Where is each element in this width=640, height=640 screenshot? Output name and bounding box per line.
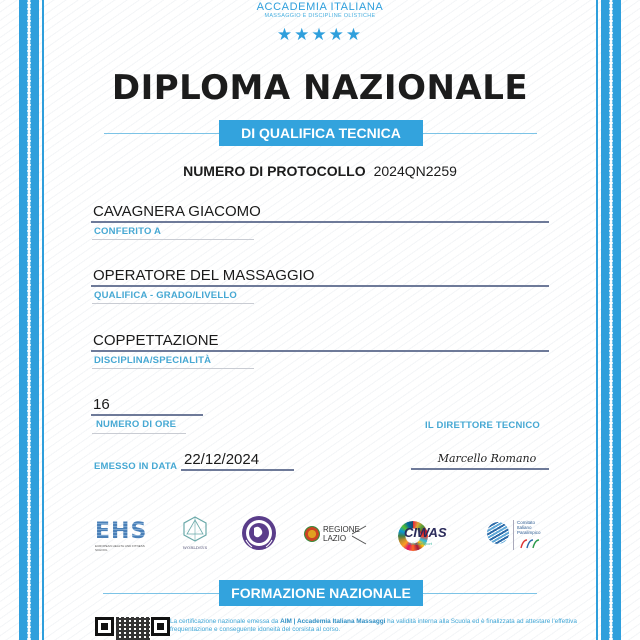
qr-code-finder-left [95,617,114,636]
qualification-value: OPERATORE DEL MASSAGGIO [93,267,315,284]
discipline-underline [91,350,549,352]
hours-underline [91,414,203,416]
recipient-underline [91,221,549,223]
ehs-logo-icon: EHS EUROPEAN HEALTH AND FITNESS SCHOOL [95,519,148,552]
discipline-label-line [92,368,254,369]
qualification-label-line [92,303,254,304]
ciwas-logo-icon: CIWAS #WeAreSport [398,519,462,553]
issue-date-underline [181,469,294,471]
qualification-label: QUALIFICA - GRADO/LIVELLO [94,290,237,301]
star-rating-icon: ★★★★★ [276,25,364,44]
protocol-value: 2024QN2259 [373,163,457,179]
diploma-subtitle-ribbon: DI QUALIFICA TECNICA [219,120,423,146]
discipline-label: DISCIPLINA/SPECIALITÀ [94,355,212,366]
subtitle-rule-left [104,133,219,134]
issue-date-label: EMESSO IN DATA [94,461,178,472]
svg-text:WORLDSYS: WORLDSYS [182,545,208,550]
diploma-title: DIPLOMA NAZIONALE [111,68,529,108]
hours-value: 16 [93,396,110,413]
qr-code-icon [116,617,150,640]
qualification-underline [91,285,549,287]
recipient-label-line [92,239,254,240]
issue-date-value: 22/12/2024 [184,451,260,468]
certification-footnote: La certificazione nazionale emessa da AIM | Accademia Italiana Massaggi ha validità interna alla Scuola ed è finalizzata ad attestare l'effettiva frequentazione e conseguente idoneità del corsista al corso. [170,618,577,633]
protocol-label: NUMERO DI PROTOCOLLO [183,163,366,179]
subtitle-rule-right [423,133,537,134]
footer-ribbon: FORMAZIONE NAZIONALE [219,580,423,606]
hours-label-line [92,433,186,434]
discipline-value: COPPETTAZIONE [93,332,219,349]
director-signature: Marcello Romano [437,452,537,465]
director-label: IL DIRETTORE TECNICO [425,420,541,431]
regione-lazio-logo-icon: REGIONE LAZIO [304,524,368,546]
signature-line [411,468,549,470]
qr-code-finder-right [151,617,170,636]
footer-rule-left [103,593,219,594]
academy-logo-title: ACCADEMIA ITALIANA [256,1,384,13]
comitato-paralimpico-logo-icon: Comitato Italiano Paralimpico [487,518,547,552]
protocol-number [0,163,640,179]
partner-logos [95,514,545,558]
association-emblem-icon [240,514,278,558]
worldsys-logo-icon [181,514,209,558]
recipient-label: CONFERITO A [94,226,162,237]
footer-rule-right [423,593,537,594]
recipient-name: CAVAGNERA GIACOMO [93,203,261,220]
hours-label: NUMERO DI ORE [96,419,177,430]
academy-logo-subtitle: MASSAGGIO E DISCIPLINE OLISTICHE [264,13,376,19]
